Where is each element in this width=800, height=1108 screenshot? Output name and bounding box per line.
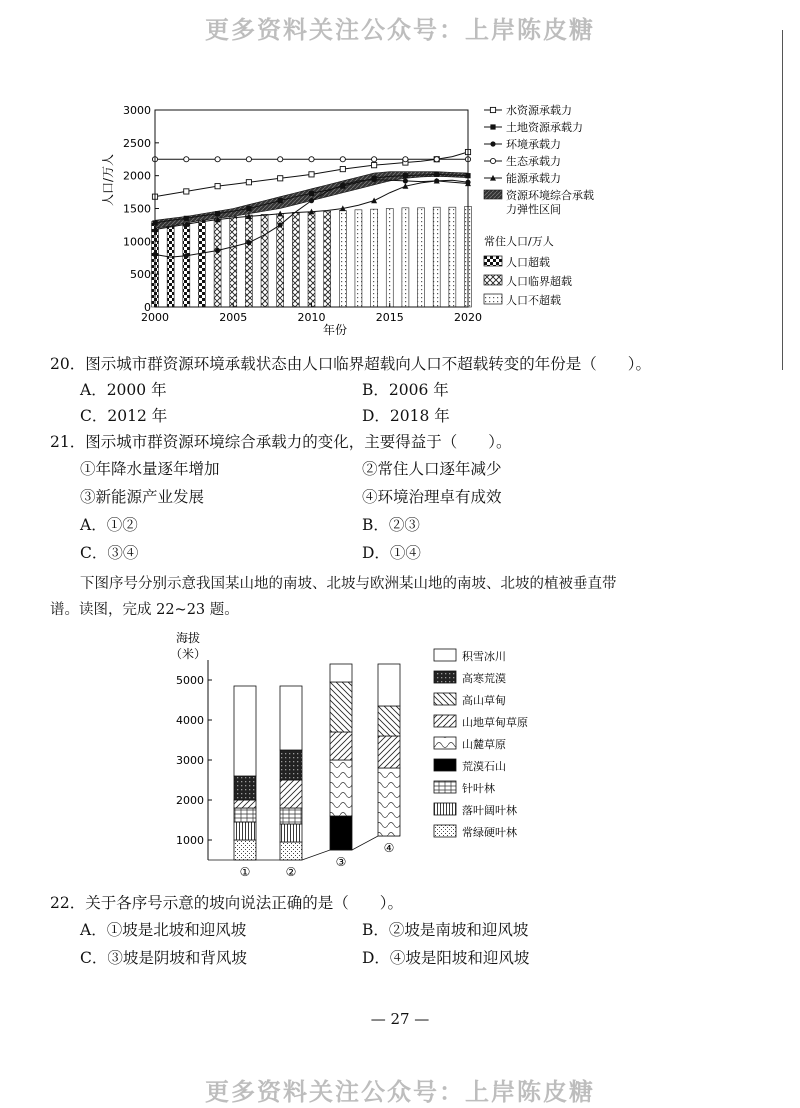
y-tick-label: 1000 <box>176 834 204 847</box>
zone-band-mountain_meadow <box>330 732 352 760</box>
column-label: ③ <box>335 855 347 869</box>
legend-bar-label: 人口临界超载 <box>506 275 572 288</box>
series-0-point <box>340 167 345 172</box>
legend-swatch-snow <box>434 649 456 661</box>
q22-stem: 22．关于各序号示意的坡向说法正确的是（ ）。 <box>50 894 403 912</box>
legend-swatch-conifer <box>434 781 456 793</box>
q22-option-b[interactable]: B．②坡是南坡和迎风坡 <box>362 921 529 939</box>
zone-band-snow <box>330 664 352 682</box>
x-tick-label: 2000 <box>141 311 169 324</box>
resident-pop-bar <box>308 212 315 307</box>
legend-bar-label: 人口超载 <box>506 256 550 269</box>
legend-label: 落叶阔叶林 <box>462 804 517 817</box>
x-tick-label: 2020 <box>454 311 482 324</box>
legend-label: 土地资源承载力 <box>506 121 583 134</box>
q21-statement-1: ①年降水量逐年增加 <box>80 460 220 478</box>
legend-label: 高寒荒漠 <box>462 672 506 685</box>
vegetation-zone-chart <box>160 620 580 882</box>
y-tick-label: 500 <box>130 268 151 282</box>
y-tick-label: 4000 <box>176 714 204 727</box>
column-label: ① <box>239 865 251 879</box>
watermark-top: 更多资料关注公众号：上岸陈皮糖 <box>205 16 595 44</box>
q21-statement-4: ④环境治理卓有成效 <box>362 488 502 506</box>
series-4-point <box>371 198 377 204</box>
legend-swatch-deciduous <box>434 803 456 815</box>
watermark-bottom: 更多资料关注公众号：上岸陈皮糖 <box>205 1078 595 1106</box>
q21-statement-2: ②常住人口逐年减少 <box>362 460 502 478</box>
legend-label: 能源承载力 <box>506 172 561 185</box>
y-tick-label: 0 <box>144 301 151 314</box>
zone-band-alpine_desert <box>234 776 256 800</box>
y-tick-label: 2000 <box>176 794 204 807</box>
resident-pop-bar <box>371 209 378 307</box>
series-2-point <box>372 177 377 182</box>
x-tick-label: 2005 <box>219 311 248 324</box>
legend-band-swatch <box>484 190 502 199</box>
zone-band-snow <box>234 686 256 776</box>
resident-pop-bar <box>355 210 362 307</box>
q20-option-c[interactable]: C．2012 年 <box>80 407 168 425</box>
legend-marker <box>490 158 495 163</box>
zone-band-mountain_meadow <box>378 736 400 768</box>
series-2-point <box>278 222 283 227</box>
legend-marker <box>490 107 495 112</box>
q21-statement-3: ③新能源产业发展 <box>80 488 205 506</box>
q20-option-a[interactable]: A．2000 年 <box>80 381 167 399</box>
series-1-point <box>403 173 408 178</box>
series-3-point <box>372 157 377 162</box>
resident-pop-bar <box>214 218 221 307</box>
resident-pop-bar <box>183 220 190 307</box>
zone-band-deciduous <box>234 822 256 840</box>
series-2-point <box>309 198 314 203</box>
zone-band-evergreen <box>280 842 302 860</box>
resident-pop-bar <box>261 214 268 307</box>
zone-band-barren <box>330 816 352 850</box>
chart2-ylabel-line1: 海拔 <box>175 631 201 645</box>
legend-swatch-mountain_meadow <box>434 715 456 727</box>
series-2-point <box>403 178 408 183</box>
y-tick-label: 2000 <box>123 169 151 183</box>
series-0-point <box>184 189 189 194</box>
legend-bar-swatch <box>484 256 502 266</box>
legend-swatch-alpine_desert <box>434 671 456 683</box>
y-tick-label: 2500 <box>123 136 151 150</box>
zone-band-snow <box>280 686 302 750</box>
q21-option-b[interactable]: B．②③ <box>362 516 420 534</box>
zone-band-snow <box>378 664 400 706</box>
legend-bar-swatch <box>484 294 502 304</box>
legend-marker <box>490 124 495 129</box>
legend-band-label-2: 力弹性区间 <box>506 203 561 216</box>
resident-pop-bar <box>324 211 331 307</box>
series-3-point <box>403 157 408 162</box>
legend-label: 环境承载力 <box>506 138 561 151</box>
resident-pop-bar <box>433 207 440 307</box>
series-2-point <box>215 248 220 253</box>
legend-label: 积雪冰川 <box>462 650 506 663</box>
series-0-point <box>372 163 377 168</box>
series-0-point <box>278 176 283 181</box>
series-1-point <box>309 191 314 196</box>
q21-stem: 21．图示城市群资源环境综合承载力的变化，主要得益于（ ）。 <box>50 433 512 451</box>
series-1-point <box>215 211 220 216</box>
q20-option-b[interactable]: B．2006 年 <box>362 381 449 399</box>
series-2-point <box>246 240 251 245</box>
series-3-point <box>215 157 220 162</box>
resident-pop-bar <box>339 210 346 307</box>
q22-option-a[interactable]: A．①坡是北坡和迎风坡 <box>80 921 247 939</box>
zone-band-mountain_meadow <box>234 800 256 808</box>
series-3-point <box>184 157 189 162</box>
q21-option-d[interactable]: D．①④ <box>362 544 421 562</box>
resident-pop-bar <box>167 221 174 307</box>
column-label: ④ <box>383 841 395 855</box>
resident-pop-bar <box>230 216 237 307</box>
carrying-capacity-chart <box>100 100 600 345</box>
zone-band-alpine_meadow <box>330 682 352 732</box>
chart1-ylabel: 人口/万人 <box>101 153 115 207</box>
y-tick-label: 5000 <box>176 674 204 687</box>
legend-swatch-alpine_meadow <box>434 693 456 705</box>
series-1-point <box>184 216 189 221</box>
legend-bar-swatch <box>484 275 502 285</box>
q22-option-d[interactable]: D．④坡是阳坡和迎风坡 <box>362 949 530 967</box>
series-2-point <box>340 182 345 187</box>
page-number: — 27 — <box>370 1010 430 1028</box>
zone-band-deciduous <box>280 824 302 842</box>
scan-edge-line <box>782 30 783 370</box>
zone-band-foothill_steppe <box>330 760 352 816</box>
zone-band-conifer <box>280 808 302 824</box>
legend-label: 高山草甸 <box>462 694 506 707</box>
y-tick-label: 1500 <box>123 202 151 216</box>
legend-swatch-foothill_steppe <box>434 737 456 749</box>
intro-line-1: 下图序号分别示意我国某山地的南坡、北坡与欧洲某山地的南坡、北坡的植被垂直带 <box>80 576 617 592</box>
resident-pop-bar <box>292 212 299 307</box>
series-3-point <box>309 157 314 162</box>
series-3-point <box>278 157 283 162</box>
zone-band-foothill_steppe <box>378 768 400 836</box>
zone-band-evergreen <box>234 840 256 860</box>
zone-band-alpine_desert <box>280 750 302 780</box>
q20-option-d[interactable]: D．2018 年 <box>362 407 450 425</box>
zone-band-conifer <box>234 808 256 822</box>
legend-swatch-evergreen <box>434 825 456 837</box>
q20-stem: 20．图示城市群资源环境承载状态由人口临界超载向人口不超载转变的年份是（ ）。 <box>50 355 651 373</box>
x-tick-label: 2015 <box>375 311 404 324</box>
legend-label: 常绿硬叶林 <box>462 826 517 839</box>
zone-band-mountain_meadow <box>280 780 302 808</box>
series-3-point <box>246 157 251 162</box>
series-0-point <box>215 184 220 189</box>
chart1-xlabel: 年份 <box>322 323 348 337</box>
legend-label: 水资源承载力 <box>506 104 572 117</box>
resident-pop-bar <box>198 219 205 307</box>
legend-marker <box>490 141 495 146</box>
legend-swatch-barren <box>434 759 456 771</box>
zone-band-alpine_meadow <box>378 706 400 736</box>
legend-label: 荒漠石山 <box>462 760 506 773</box>
legend-bar-label: 人口不超载 <box>506 294 561 307</box>
series-0-point <box>309 172 314 177</box>
resident-pop-bar <box>418 208 425 307</box>
resident-pop-bar <box>449 207 456 307</box>
y-tick-label: 3000 <box>176 754 204 767</box>
series-3-point <box>434 157 439 162</box>
resident-pop-bar <box>402 208 409 307</box>
chart2-ylabel-line2: （米） <box>169 647 207 661</box>
series-1-point <box>278 198 283 203</box>
legend-label: 生态承载力 <box>506 155 561 168</box>
legend-label: 山地草甸草原 <box>462 716 528 729</box>
resident-pop-bar <box>277 214 284 307</box>
legend-label: 山麓草原 <box>462 738 506 751</box>
legend-label: 针叶林 <box>462 782 495 795</box>
legend-band-label-1: 资源环境综合承载 <box>506 189 594 202</box>
q21-option-c[interactable]: C．③④ <box>80 544 139 562</box>
series-1-point <box>246 206 251 211</box>
column-label: ② <box>285 865 297 879</box>
y-tick-label: 1000 <box>123 235 151 249</box>
x-tick-label: 2010 <box>297 311 326 324</box>
series-1-point <box>434 172 439 177</box>
resident-pop-bar <box>245 215 252 307</box>
series-2-point <box>184 253 189 258</box>
series-3-point <box>340 157 345 162</box>
resident-pop-bar <box>386 209 393 308</box>
legend-bar-title: 常住人口/万人 <box>484 235 554 248</box>
q22-option-c[interactable]: C．③坡是阴坡和背风坡 <box>80 949 247 967</box>
q21-option-a[interactable]: A．①② <box>80 516 138 534</box>
series-0-point <box>246 180 251 185</box>
intro-line-2: 谱。读图，完成 22~23 题。 <box>50 602 239 618</box>
y-tick-label: 3000 <box>123 104 151 117</box>
